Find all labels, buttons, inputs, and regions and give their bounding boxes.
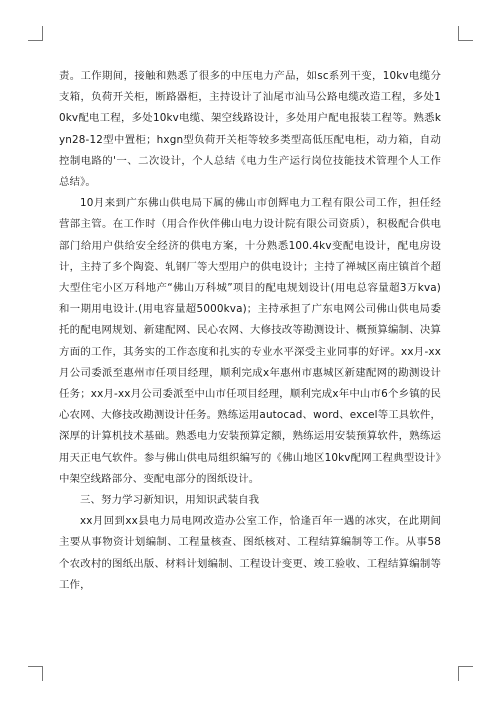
paragraph-grid-office: xx月回到xx县电力局电网改造办公室工作，恰逢百年一遇的冰灾，在此期间主要从事物资计划编制、工程量核查、图纸核对、工程结算编制等工作。从事58个农改村的图纸出版、材料计划编制、工程设计变更、竣工验收、工程结算编制等工作， [59,515,441,591]
crop-mark-bottom-left [28,666,43,681]
crop-mark-top-right [458,26,473,41]
paragraph-foshan-work: 10月来到广东佛山供电局下属的佛山市创辉电力工程有限公司工作，担任经营部主管。在工作时（用合作伙伴佛山电力设计院有限公司资质），积极配合供电部门给用户供给安全经济的供电方案，十分熟悉100.4kv变配电设计，配电房设计，主持了多个陶瓷、轧钢厂等大型用户的供电设计；主持了禅城区南庄镇首个超大型住宅小区万科地产“佛山万科城”项目的配电规划设计(用电总容量超3万kva)和一期用电设计.(用电容量超5000kva)；主持承担了广东电网公司佛山供电局委托的配电网规划、新建配网、民心农网、大修技改等勘测设计、概预算编制、决算方面的工作，其务实的工作态度和扎实的专业水平深受主业同事的好评。xx月-xx月公司委派至惠州市任项目经理，顺利完成x年惠州市惠城区新建配网的勘测设计任务；xx月-xx月公司委派至中山市任项目经理，顺利完成x年中山市6个乡镇的民心农网、大修技改勘测设计任务。熟练运用autocad、word、excel等工具软件，深厚的计算机技术基础。熟悉电力安装预算定额，熟练运用安装预算软件，熟练运用天正电气软件。参与佛山供电局组织编写的《佛山地区10kv配网工程典型设计》中架空线路部分、变配电部分的图纸设计。 [59,197,441,485]
section-heading-3: 三、努力学习新知识，用知识武装自我 [80,494,260,507]
paragraph-continuation: 责。工作期间，接触和熟悉了很多的中压电力产品，如sc系列干变，10kv电缆分支箱，负荷开关柜，断路器柜，主持设计了汕尾市汕马公路电缆改造工程，多处10kv配电工程，多处10kv电缆、架空线路设计，多处用户配电报装工程等。熟悉kyn28-12型中置柜；hxgn型负荷开关柜等较多类型高低压配电柜，动力箱，自动控制电路的'一、二次设计，个人总结《电力生产运行岗位技能技术管理个人工作总结》。 [59,70,441,189]
document-body [59,66,441,596]
crop-mark-top-left [28,26,43,41]
crop-mark-bottom-right [458,666,473,681]
